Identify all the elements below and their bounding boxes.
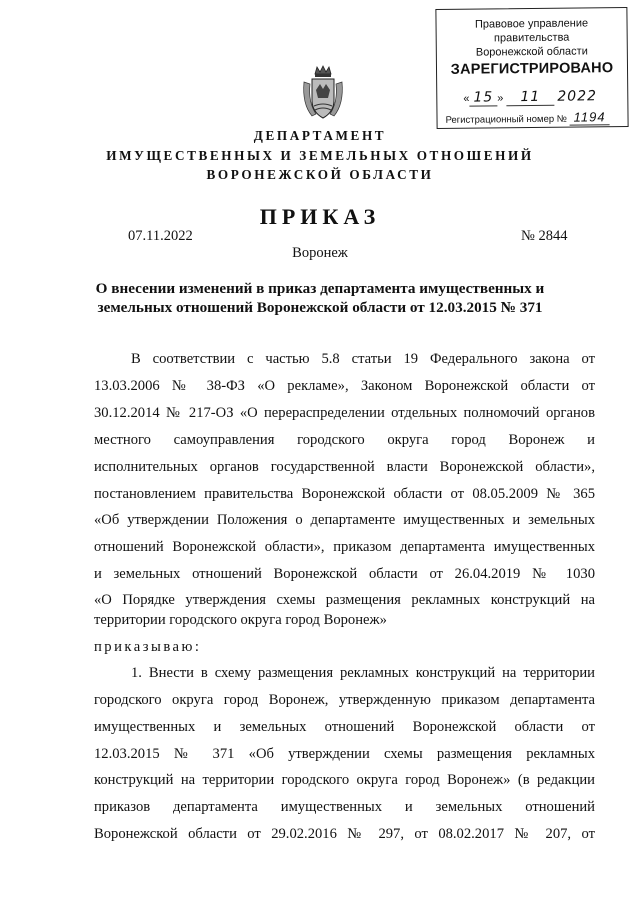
order-title: ПРИКАЗ <box>259 204 381 229</box>
order-directive: приказываю: <box>94 639 202 655</box>
body-line: В соответствии с частью 5.8 статьи 19 Федерального закона от <box>131 351 595 367</box>
body-line: территории городского округа город Воронеж» <box>94 612 387 628</box>
body-line: и земельных отношений Воронежской области от 26.04.2019 № 1030 <box>94 566 595 582</box>
body-line: постановлением правительства Воронежской области от 08.05.2009 № 365 <box>94 486 595 502</box>
department-line3: ВОРОНЕЖСКОЙ ОБЛАСТИ <box>206 167 434 182</box>
stamp-year: 2022 <box>557 88 598 105</box>
body-line: 30.12.2014 № 217-ОЗ «О перераспределении отдельных полномочий органов <box>94 405 595 421</box>
body-line: конструкций на территории городского округа город Воронеж» (в редакции <box>94 772 595 788</box>
order-city: Воронеж <box>292 245 348 261</box>
body-line: «О Порядке утверждения схемы размещения рекламных конструкций на <box>94 592 595 608</box>
stamp-day: 15 <box>473 89 494 106</box>
body-line: Воронежской области от 29.02.2016 № 297, от 08.02.2017 № 207, от <box>94 826 595 842</box>
body-line: местного самоуправления городского округа город Воронеж и <box>94 432 595 448</box>
stamp-title: ЗАРЕГИСТРИРОВАНО <box>450 60 614 78</box>
order-date: 07.11.2022 <box>128 228 193 244</box>
subject-line1: О внесении изменений в приказ департамента имущественных и <box>95 280 545 297</box>
body-line: приказов департамента имущественных и земельных отношений <box>94 799 595 815</box>
subject-line2: земельных отношений Воронежской области от 12.03.2015 № 371 <box>97 299 543 316</box>
registration-stamp <box>435 7 628 129</box>
stamp-org-line2: Воронежской области <box>475 45 588 59</box>
stamp-organization <box>436 16 626 60</box>
body-line: 12.03.2015 № 371 «Об утверждении схемы размещения рекламных <box>94 746 595 762</box>
stamp-org-line1: Правовое управление правительства <box>474 17 589 45</box>
stamp-reg-number: 1194 <box>573 109 606 125</box>
department-line2: ИМУЩЕСТВЕННЫХ И ЗЕМЕЛЬНЫХ ОТНОШЕНИЙ <box>106 148 534 163</box>
stamp-date: « 15 » 11 2022 <box>463 88 598 106</box>
body-line: исполнительных органов государственной власти Воронежской области», <box>94 459 595 475</box>
body-line: 13.03.2006 № 38-ФЗ «О рекламе», Законом Воронежской области от <box>94 378 595 394</box>
stamp-reg-label: Регистрационный номер № <box>445 113 568 126</box>
body-line: имущественных и земельных отношений Воронежской области от <box>94 719 595 735</box>
coat-of-arms-icon <box>300 64 346 122</box>
body-line: 1. Внести в схему размещения рекламных конструкций на территории <box>131 665 595 681</box>
body-line: отношений Воронежской области», приказом департамента имущественных <box>94 539 595 555</box>
body-line: городского округа город Воронеж, утвержденную приказом департамента <box>94 692 595 708</box>
order-number: № 2844 <box>521 228 568 244</box>
department-line1: ДЕПАРТАМЕНТ <box>253 128 387 143</box>
body-line: «Об утверждении Положения о департаменте имущественных и земельных <box>94 512 595 528</box>
stamp-month: 11 <box>520 88 541 106</box>
stamp-registration <box>445 109 609 127</box>
